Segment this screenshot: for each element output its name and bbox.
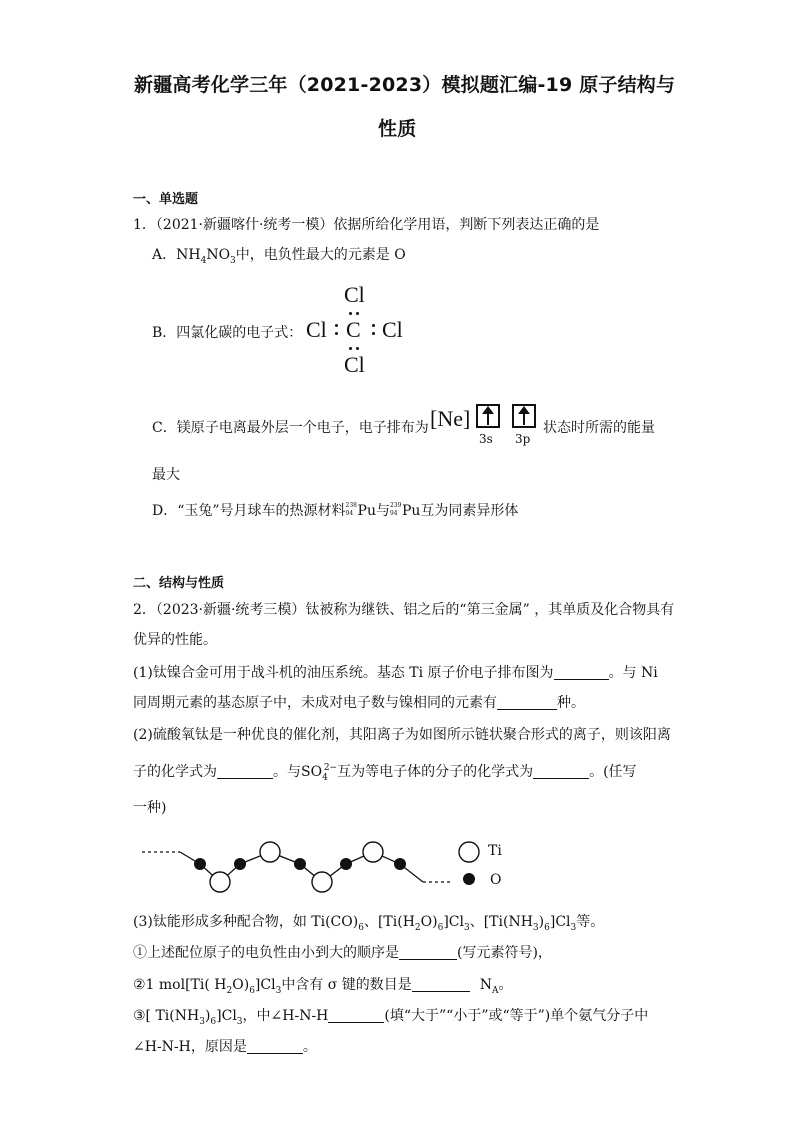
ti-atom [363, 842, 383, 862]
electron-dot [335, 324, 338, 327]
legend-o-label: O [490, 872, 502, 888]
cl-bottom: Cl [344, 352, 365, 377]
section-heading-structure: 二、结构与性质 [133, 576, 225, 591]
q2-part3-item3-cont: ∠H-N-H，原因是 。 [133, 1039, 317, 1055]
section-heading-single-choice: 一、单选题 [133, 192, 199, 207]
option-c-pre: C．镁原子电离最外层一个电子，电子排布为 [152, 420, 429, 436]
isotope-notation: 239 94 [389, 502, 402, 517]
spin-up-arrow-icon [523, 409, 525, 425]
orbital-label-3s: 3s [479, 432, 493, 446]
electron-dot [372, 324, 375, 327]
ti-atom [210, 872, 230, 892]
q2-part2-line3: 一种) [133, 800, 167, 816]
cl-left: Cl [306, 317, 327, 342]
orbital-label-3p: 3p [515, 432, 531, 446]
q2-part1-line1: (1)钛镍合金可用于战斗机的油压系统。基态 Ti 原子价电子排布图为 。与 Ni [133, 665, 658, 681]
q2-part3-item2: ②1 mol[Ti( $H_2O)_6]Cl_3$中含有 σ 键的数目是 $N_A$。 [133, 977, 513, 996]
document-title-line2: 性质 [378, 118, 417, 140]
question-2-stem-line1: 2．（2023·新疆·统考三模）钛被称为继铁、铝之后的“第三金属” ，其单质及化合物具有 [133, 602, 675, 618]
answer-blank[interactable] [412, 977, 470, 992]
answer-blank[interactable] [497, 695, 557, 710]
q2-part3-intro: (3)钛能形成多种配合物，如 $Ti(CO)_6$、$[Ti(H_2O)_6]Cl_3$、$[Ti(NH_3)_6]Cl_3$等。 [133, 914, 605, 933]
c-center: C [346, 317, 361, 342]
electron-dot [335, 332, 338, 335]
answer-blank[interactable] [533, 764, 589, 779]
o-atom [234, 858, 246, 870]
o-atom [394, 858, 406, 870]
q2-part2-line1: (2)硫酸氧钛是一种优良的催化剂，其阳离子为如图所示链状聚合形式的离子，则该阳离 [133, 727, 671, 743]
option-a: A．$NH_4NO_3$中，电负性最大的元素是 O [152, 247, 406, 266]
electron-dot [349, 312, 352, 315]
legend-ti-label: Ti [488, 843, 502, 859]
document-title-line1: 新疆高考化学三年（2021-2023）模拟题汇编-19 原子结构与 [134, 74, 676, 96]
o-atom [294, 858, 306, 870]
q2-part3-item3: ③[ $Ti(NH_3)_6]Cl_3$，中∠H-N-H (填“大于”“小于”或“等于”)单个氨气分子中 [133, 1008, 649, 1027]
q2-part3-item1: ①上述配位原子的电负性由小到大的顺序是 (写元素符号)， [133, 945, 552, 961]
orbital-box-3s [476, 404, 500, 428]
option-c-post: 状态时所需的能量 [543, 420, 655, 436]
legend-o-symbol [463, 873, 475, 885]
option-d: D．“玉兔”号月球车的热源材料 238 94 Pu与 239 94 Pu互为同素异形体 [152, 502, 519, 519]
o-atom [194, 858, 206, 870]
electron-dot [356, 347, 359, 350]
titanyl-chain-diagram [140, 830, 520, 900]
answer-blank[interactable] [217, 764, 273, 779]
cl-right: Cl [382, 317, 403, 342]
question-1-stem: 1．（2021·新疆喀什·统考一模）依据所给化学用语，判断下列表达正确的是 [133, 217, 600, 233]
answer-blank[interactable] [247, 1039, 303, 1054]
electron-dot [349, 347, 352, 350]
ne-core: [Ne] [430, 406, 471, 431]
orbital-box-3p [512, 404, 536, 428]
legend-ti-symbol [459, 842, 479, 862]
answer-blank[interactable] [328, 1008, 384, 1023]
ti-atom [260, 842, 280, 862]
isotope-notation: 238 94 [345, 502, 357, 517]
cl-top: Cl [344, 282, 365, 307]
answer-blank[interactable] [399, 945, 457, 960]
question-2-stem-line2: 优异的性能。 [133, 632, 217, 648]
q2-part1-line2: 同周期元素的基态原子中，未成对电子数与镍相同的元素有 种。 [133, 695, 585, 711]
electron-dot [356, 312, 359, 315]
option-b-label: B．四氯化碳的电子式： [152, 325, 303, 341]
electron-dot [372, 332, 375, 335]
q2-part2-line2: 子的化学式为 。与$SO_4^{2-}$互为等电子体的分子的化学式为 。(任写 [133, 763, 637, 783]
answer-blank[interactable] [554, 665, 609, 680]
o-atom [340, 858, 352, 870]
spin-up-arrow-icon [487, 409, 489, 425]
option-c-cont: 最大 [152, 467, 180, 483]
ti-atom [312, 872, 332, 892]
